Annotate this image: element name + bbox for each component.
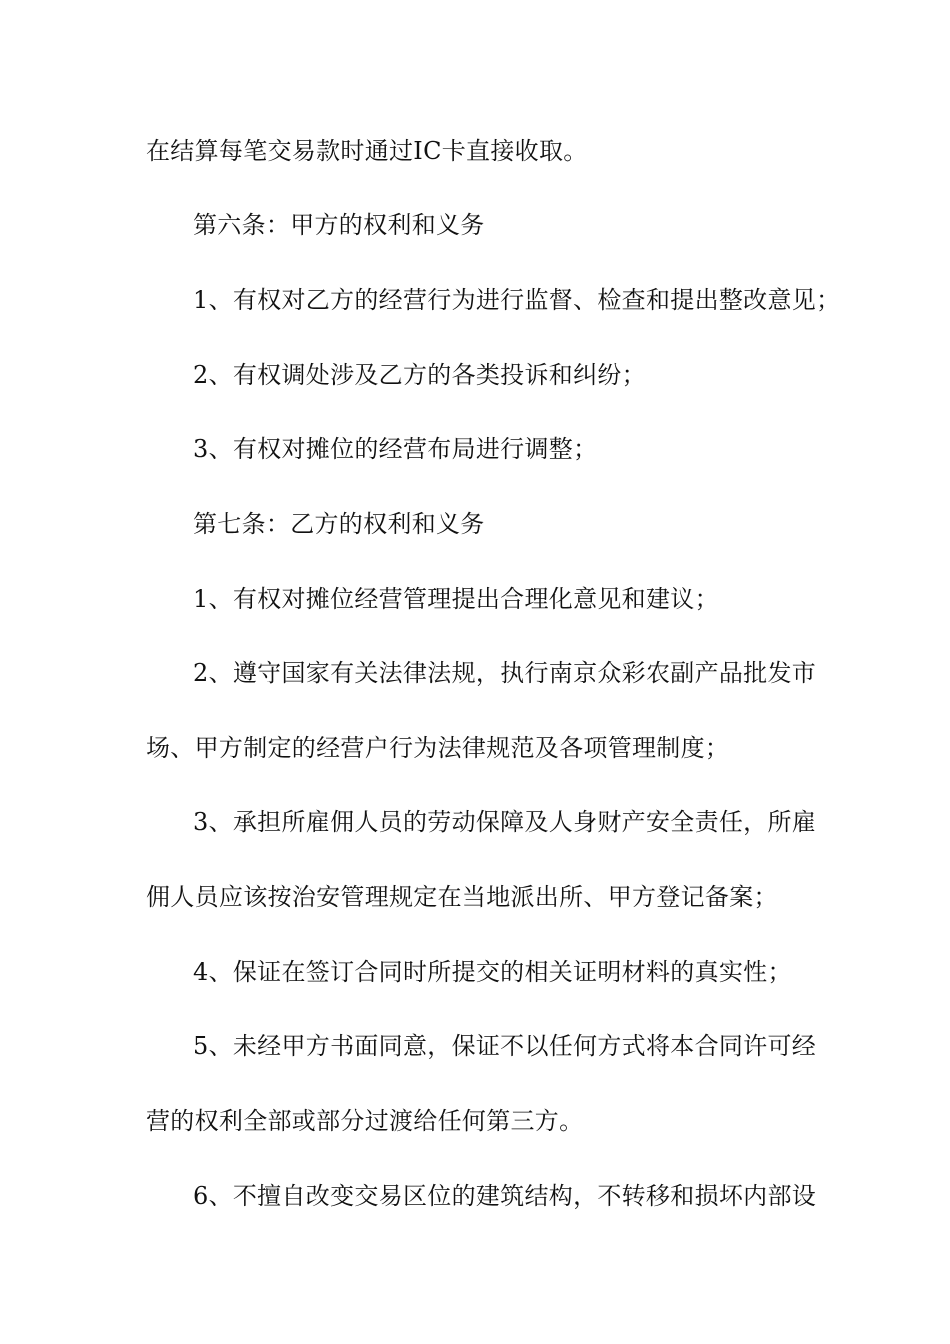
text-line-11: 佣人员应该按治安管理规定在当地派出所、甲方登记备案； (146, 883, 778, 911)
text-line-1: 在结算每笔交易款时通过IC卡直接收取。 (146, 137, 588, 165)
text-line-8: 2、遵守国家有关法律法规，执行南京众彩农副产品批发市 (193, 659, 817, 687)
section-heading-article-6: 第六条：甲方的权利和义务 (193, 211, 485, 239)
text-line-5: 3、有权对摊位的经营布局进行调整； (193, 435, 598, 463)
text-line-14: 营的权利全部或部分过渡给任何第三方。 (146, 1107, 584, 1135)
text-line-13: 5、未经甲方书面同意，保证不以任何方式将本合同许可经 (193, 1032, 817, 1060)
text-line-10: 3、承担所雇佣人员的劳动保障及人身财产安全责任，所雇 (193, 808, 817, 836)
text-line-3: 1、有权对乙方的经营行为进行监督、检查和提出整改意见； (193, 286, 841, 314)
section-heading-article-7: 第七条：乙方的权利和义务 (193, 510, 485, 538)
text-line-7: 1、有权对摊位经营管理提出合理化意见和建议； (193, 585, 719, 613)
text-line-15: 6、不擅自改变交易区位的建筑结构，不转移和损坏内部设 (193, 1182, 817, 1210)
text-line-9: 场、甲方制定的经营户行为法律规范及各项管理制度； (146, 734, 730, 762)
text-line-12: 4、保证在签订合同时所提交的相关证明材料的真实性； (193, 958, 792, 986)
text-line-4: 2、有权调处涉及乙方的各类投诉和纠纷； (193, 361, 646, 389)
